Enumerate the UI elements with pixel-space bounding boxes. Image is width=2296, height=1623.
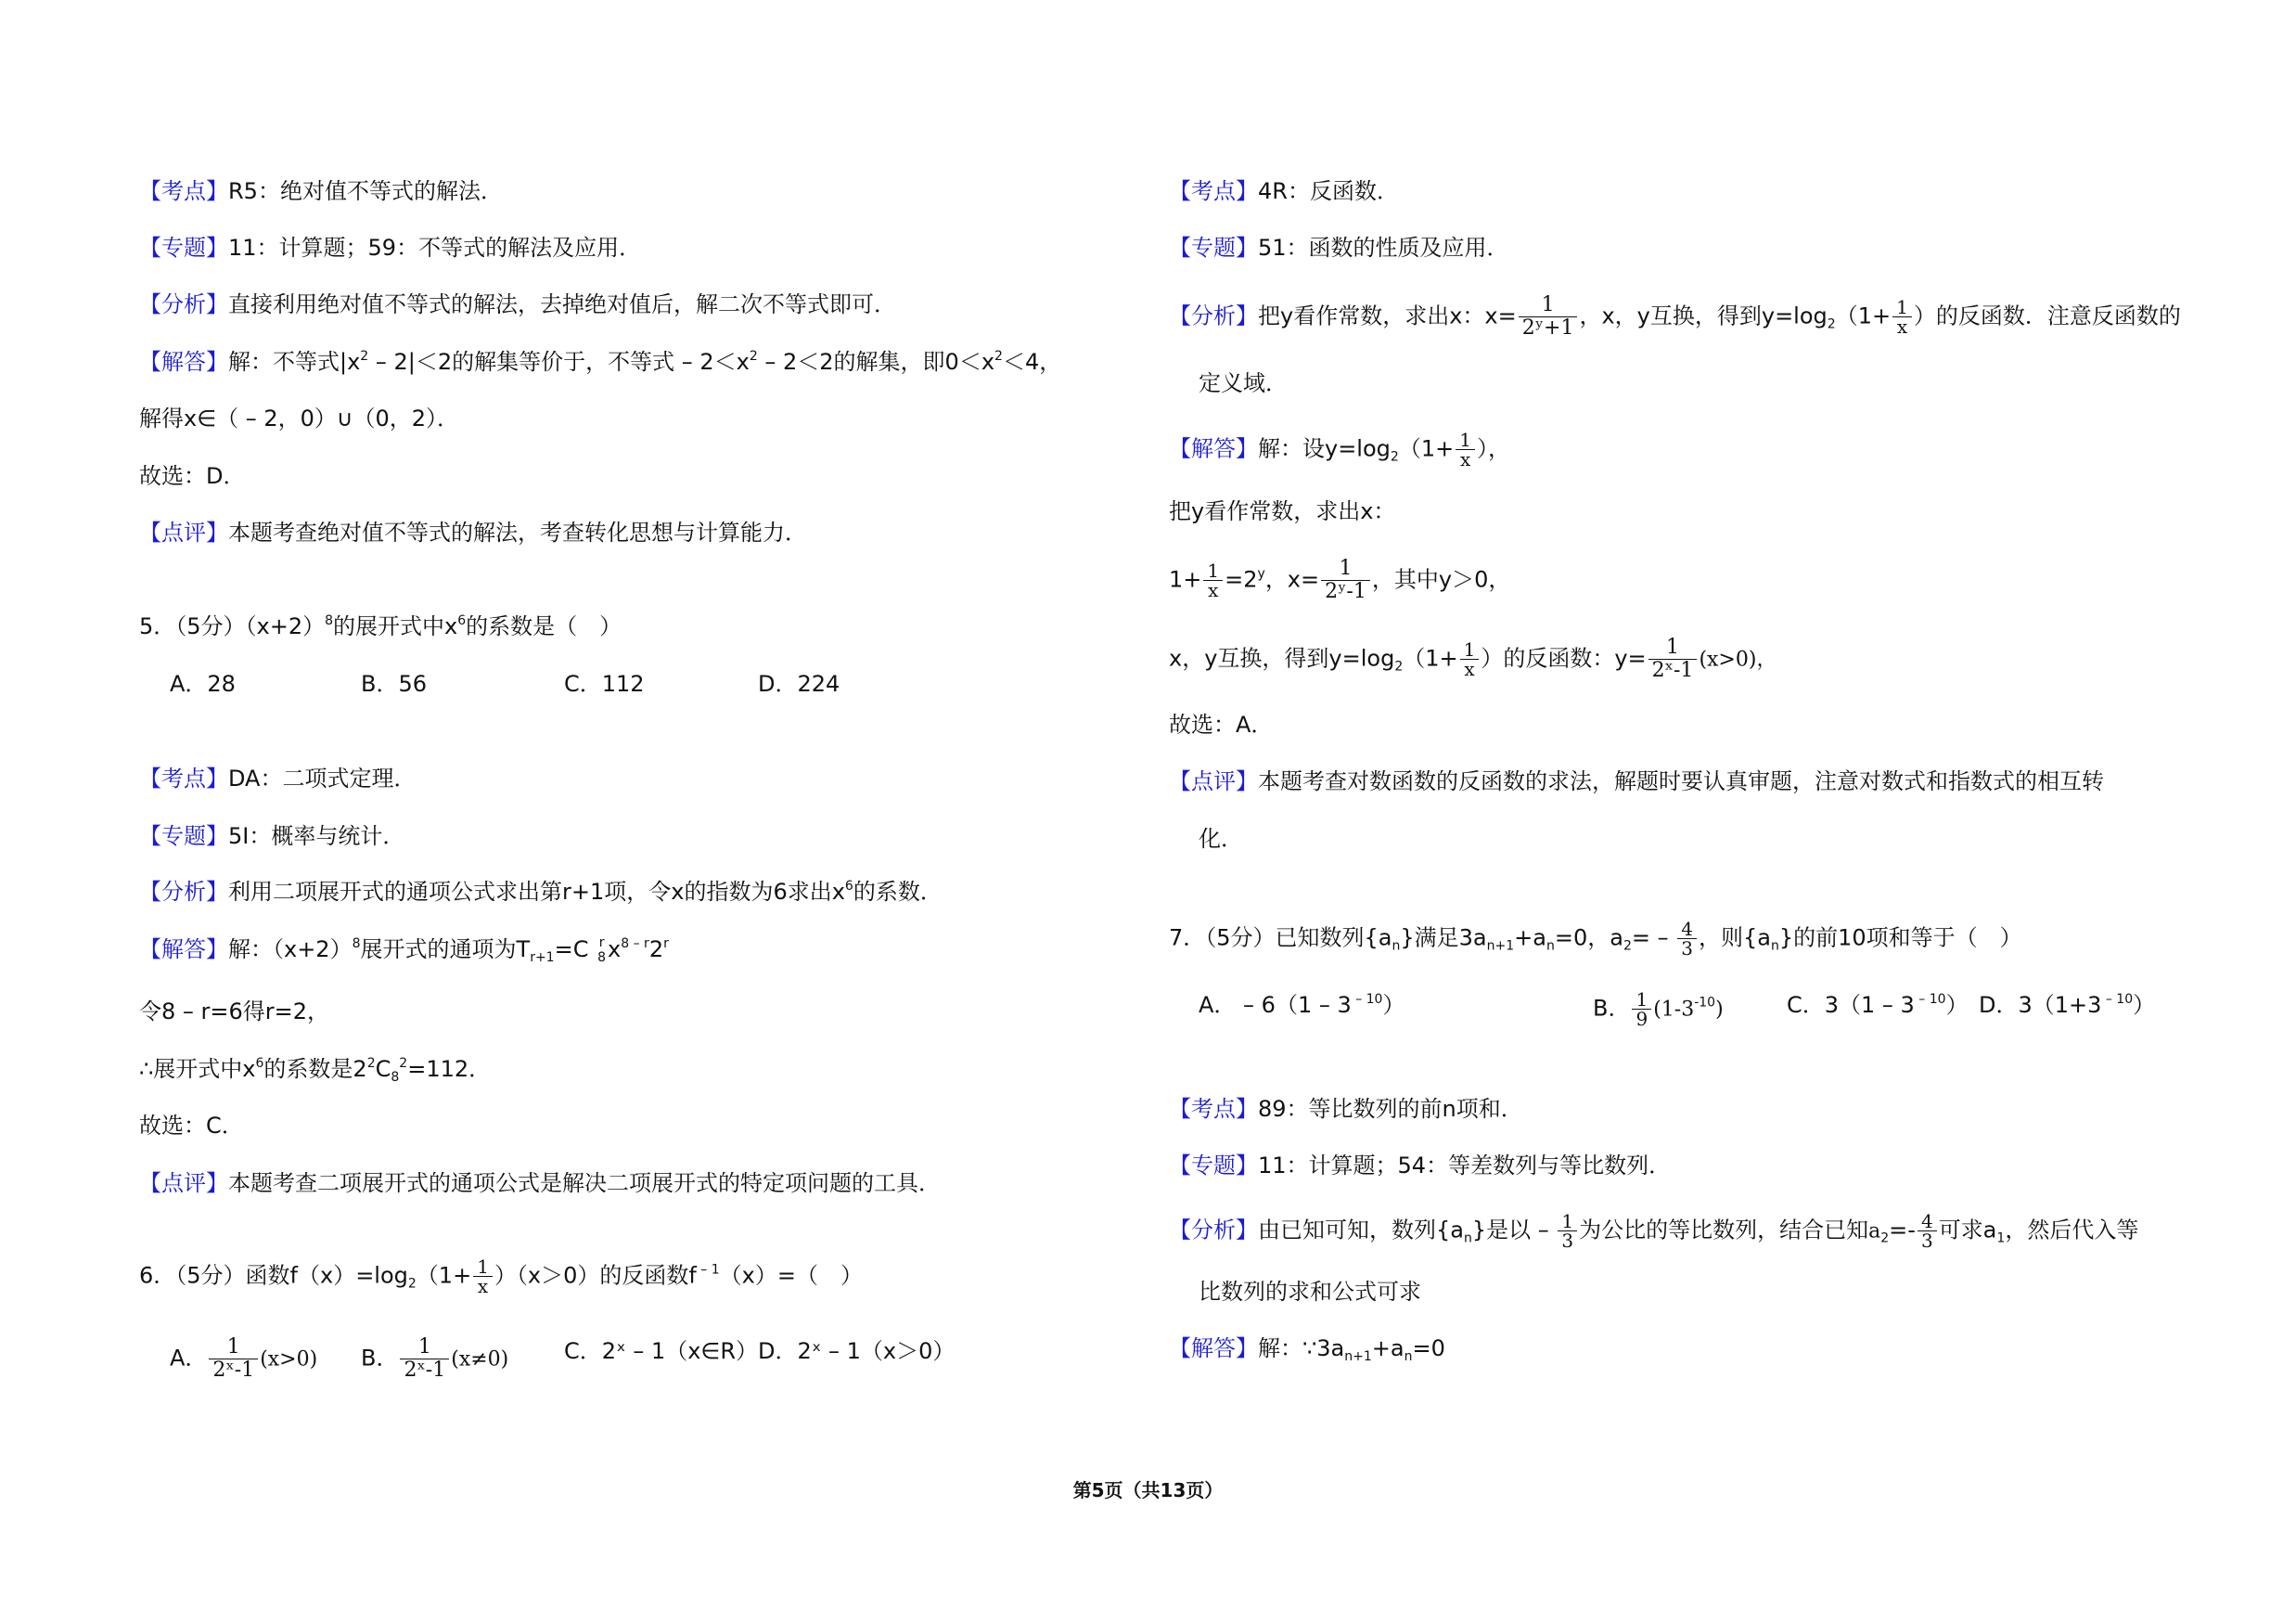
q7-sub: n <box>1546 938 1555 954</box>
q6-kaodian-text: 4R：反函数． <box>1258 178 1399 204</box>
label-dianping: 【点评】 <box>139 520 228 546</box>
q4-jieda-c: – 2＜2的解集，即0＜x <box>757 349 995 375</box>
q5-exp: 8 <box>352 936 361 951</box>
q6-fenxi-a: 把y看作常数，求出x：x= <box>1258 303 1517 329</box>
option-tail: ） <box>2133 992 2156 1018</box>
q7-jieda-b: +a <box>1371 1335 1405 1361</box>
q6-sub: 2 <box>1390 449 1399 465</box>
q7-fenxi-a: 由已知可知，数列{a <box>1258 1217 1464 1243</box>
option-label: A． <box>1199 992 1237 1018</box>
option-label: A． <box>170 1345 208 1372</box>
q7-fenxi-line2: 比数列的求和公式可求 <box>1199 1279 1421 1305</box>
option-tail: ) <box>1715 998 1724 1022</box>
frac-den: x <box>1208 579 1219 601</box>
q6-jieda-a: 解：设y=log <box>1258 435 1391 462</box>
q6-jieda-fraction <box>1456 431 1475 469</box>
frac-num: 1 <box>1519 294 1578 317</box>
frac-num: 1 <box>1321 558 1370 581</box>
label-zhuanti: 【专题】 <box>139 235 228 261</box>
frac-num: 1 <box>1892 298 1912 317</box>
label-kaodian: 【考点】 <box>139 766 228 792</box>
q5-kaodian <box>139 764 416 793</box>
q7-jieda <box>1169 1333 1445 1363</box>
q7-jieda-a: 解：∵3a <box>1258 1335 1345 1361</box>
q7-option-b-fraction <box>1632 990 1651 1028</box>
q6-step2-fraction2 <box>1321 558 1370 603</box>
q5-exp: 8 – r <box>621 936 649 951</box>
q6-step3-b: （1+ <box>1403 645 1458 672</box>
option-tail: ） <box>1945 992 1969 1018</box>
q7-sub: 2 <box>1623 938 1632 954</box>
label-zhuanti: 【专题】 <box>1169 1153 1258 1179</box>
q7-fenxi-c: 为公比的等比数列，结合已知 <box>1579 1217 1869 1243</box>
q5-jieda <box>139 934 669 965</box>
q7-fenxi-b: }是以 – <box>1471 1217 1557 1243</box>
option-label: C． <box>564 1338 602 1364</box>
option-label: D． <box>758 1338 798 1364</box>
q5-exp: r <box>663 936 669 951</box>
option-text: 2ˣ – 1（x∈R） <box>601 1338 758 1364</box>
q4-fenxi-text: 直接利用绝对值不等式的解法，去掉绝对值后，解二次不等式即可． <box>228 291 896 317</box>
q5-comb-indices <box>597 935 606 965</box>
q6-option-c[interactable] <box>564 1336 758 1366</box>
q6-jieda <box>1169 431 1510 469</box>
q7-zhuanti-text: 11：计算题；54：等差数列与等比数列． <box>1258 1153 1672 1179</box>
label-zhuanti: 【专题】 <box>139 823 228 849</box>
q6-option-a-fraction <box>209 1336 258 1382</box>
q4-jieda-b: – 2|＜2的解集等价于，不等式 – 2＜x <box>368 349 750 375</box>
q4-answer: 故选：D． <box>139 463 246 489</box>
q5-comb-r: r <box>598 935 605 950</box>
label-fenxi: 【分析】 <box>139 879 228 905</box>
q6-step2-b: =2 <box>1225 566 1258 593</box>
frac-num: 4 <box>1918 1212 1937 1231</box>
label-jieda: 【解答】 <box>1169 1335 1258 1361</box>
q6-option-d[interactable] <box>758 1336 955 1366</box>
q6-stem-c: ）（x＞0）的反函数f <box>494 1262 697 1289</box>
q6-step2-fraction <box>1203 561 1223 599</box>
q4-exp: 2 <box>360 349 369 364</box>
frac-den: x <box>1459 448 1471 470</box>
frac-den: 2ʸ-1 <box>1325 580 1366 603</box>
q5-fenxi <box>139 877 943 907</box>
q5-exp: 2 <box>399 1056 408 1071</box>
q5-comb-8: 8 <box>597 950 607 965</box>
frac-den: x <box>477 1275 489 1297</box>
q6-step1: 把y看作常数，求出x： <box>1169 498 1396 524</box>
q6-stem-fraction <box>473 1257 493 1295</box>
q6-step2-c: ，x= <box>1264 566 1320 593</box>
q5-step2-a: ∴展开式中x <box>139 1056 256 1082</box>
q4-fenxi <box>139 290 896 319</box>
frac-num: 1 <box>1460 640 1480 660</box>
q5-exp: 6 <box>844 879 853 894</box>
label-fenxi: 【分析】 <box>1169 1217 1258 1243</box>
q6-zhuanti-text: 51：函数的性质及应用． <box>1258 235 1509 261</box>
q4-zhuanti-text: 11：计算题；59：不等式的解法及应用． <box>228 235 642 261</box>
q6-fenxi-fraction <box>1519 294 1578 340</box>
q7-stem <box>1169 920 2022 958</box>
q4-dianping-text: 本题考查绝对值不等式的解法，考查转化思想与计算能力． <box>228 520 807 546</box>
q4-jieda-d: ＜4， <box>1002 349 1062 375</box>
q5-option-b[interactable]: B．56 <box>361 671 428 697</box>
q7-jieda-c: =0 <box>1412 1335 1445 1361</box>
q6-step3-fraction2 <box>1648 637 1698 682</box>
q6-step3-fraction <box>1460 640 1480 678</box>
q7-stem-a: 7．（5分）已知数列{a <box>1169 924 1392 951</box>
q6-kaodian <box>1169 176 1399 206</box>
frac-num: 1 <box>400 1336 449 1359</box>
option-exp: – 10 <box>2101 992 2134 1007</box>
option-label: D． <box>1979 992 2019 1018</box>
q6-fenxi-d: ）的反函数．注意反函数的 <box>1913 303 2181 329</box>
q7-stem-g: }的前10项和等于（ ） <box>1778 924 2022 951</box>
q7-sub: 2 <box>1880 1230 1890 1246</box>
option-cond: (x>0) <box>260 1347 318 1372</box>
frac-num: 4 <box>1677 920 1697 939</box>
q6-stem-d: （x）=（ ） <box>719 1262 863 1289</box>
label-fenxi: 【分析】 <box>1169 303 1258 329</box>
q7-stem-b: }满足3a <box>1400 924 1487 951</box>
q7-zhuanti <box>1169 1151 1671 1180</box>
q6-option-b-fraction <box>400 1336 449 1382</box>
q5-kaodian-text: DA：二项式定理． <box>228 766 417 792</box>
q5-sub: r+1 <box>530 950 555 965</box>
q6-step3-c: ）的反函数：y= <box>1481 645 1647 672</box>
frac-den: 9 <box>1635 1008 1648 1030</box>
frac-den: 2ˣ-1 <box>404 1359 446 1382</box>
q4-zhuanti <box>139 233 641 263</box>
frac-num: 1 <box>473 1257 493 1277</box>
frac-den: x <box>1896 316 1908 338</box>
q5-option-d[interactable]: D．224 <box>758 671 840 697</box>
q4-exp: 2 <box>749 349 758 364</box>
q4-kaodian-text: R5：绝对值不等式的解法． <box>228 178 503 204</box>
q7-sub: 1 <box>1996 1230 2006 1246</box>
q6-answer: 故选：A． <box>1169 712 1274 738</box>
frac-den: 2ʸ+1 <box>1521 316 1574 340</box>
option-exp: – 10 <box>1914 992 1946 1007</box>
frac-den: 2ˣ-1 <box>212 1359 255 1382</box>
q5-exp: 6 <box>457 613 467 628</box>
q6-fenxi-line2: 定义域． <box>1199 370 1288 396</box>
q7-option-c[interactable] <box>1787 990 1969 1020</box>
q6-stem <box>139 1257 863 1295</box>
q7-fenxi-f: 可求a <box>1938 1217 1997 1243</box>
q6-step2 <box>1169 558 1510 603</box>
label-zhuanti: 【专题】 <box>1169 235 1258 261</box>
q6-step2-a: 1+ <box>1169 566 1202 593</box>
q5-step2-d: =112． <box>407 1056 492 1082</box>
label-kaodian: 【考点】 <box>139 178 228 204</box>
q7-fenxi-fraction2 <box>1918 1212 1937 1250</box>
q5-jieda-c: =C <box>554 936 589 962</box>
label-kaodian: 【考点】 <box>1169 1096 1258 1122</box>
q5-dianping <box>139 1168 941 1198</box>
q7-kaodian-text: 89：等比数列的前n项和． <box>1258 1096 1523 1122</box>
q5-zhuanti <box>139 821 404 851</box>
q7-fenxi-d: a <box>1868 1219 1881 1243</box>
q6-stem-a: 6．（5分）函数f（x）=log <box>139 1262 408 1289</box>
q7-fenxi <box>1169 1212 2138 1250</box>
frac-den: x <box>1464 658 1475 680</box>
q7-sub: n+1 <box>1486 938 1515 954</box>
q7-option-d[interactable] <box>1979 990 2155 1020</box>
q5-zhuanti-text: 5I：概率与统计． <box>228 823 405 849</box>
q5-jieda-e: 2 <box>648 936 664 962</box>
q7-sub: n+1 <box>1344 1349 1372 1364</box>
frac-num: 1 <box>1632 990 1651 1010</box>
q6-jieda-c: ）， <box>1476 435 1510 462</box>
q6-dianping-line2: 化． <box>1199 826 1243 852</box>
q5-step2 <box>139 1054 491 1084</box>
q7-stem-e: = – <box>1631 924 1676 951</box>
q7-sub: n <box>1392 938 1401 954</box>
label-jieda: 【解答】 <box>1169 435 1258 462</box>
label-jieda: 【解答】 <box>139 936 228 962</box>
q6-step3 <box>1169 637 1777 682</box>
option-cond: (x≠0) <box>451 1347 509 1372</box>
q4-dianping <box>139 518 807 547</box>
q6-fenxi-c: （1+ <box>1835 303 1892 329</box>
q5-stem-b: 的展开式中x <box>333 613 458 639</box>
option-label: C． <box>1787 992 1825 1018</box>
q6-zhuanti <box>1169 233 1509 263</box>
q7-stem-f: ，则{a <box>1698 924 1771 951</box>
q5-exp: 2 <box>366 1056 376 1071</box>
q5-stem <box>139 612 622 641</box>
frac-num: 1 <box>1558 1212 1577 1231</box>
q5-answer: 故选：C． <box>139 1113 244 1139</box>
q6-sub: 2 <box>1394 659 1404 675</box>
q7-fenxi-g: ，然后代入等 <box>2005 1217 2139 1243</box>
q6-sub: 2 <box>1827 316 1836 332</box>
q7-stem-fraction <box>1677 920 1697 958</box>
q6-dianping-text: 本题考查对数函数的反函数的求法，解题时要认真审题，注意对数式和指数式的相互转 <box>1258 768 2104 794</box>
q5-step2-c: C <box>375 1056 391 1082</box>
q5-step1: 令8 – r=6得r=2， <box>139 998 330 1024</box>
q5-exp: 6 <box>255 1056 264 1071</box>
q6-exp: y <box>1257 566 1265 582</box>
q4-jieda-a: 解：不等式|x <box>228 349 361 375</box>
option-text: 3（1+3 <box>2018 992 2102 1018</box>
frac-den: 3 <box>1681 937 1693 960</box>
q6-exp: – 1 <box>696 1262 720 1278</box>
q5-jieda-a: 解：（x+2） <box>228 936 353 962</box>
q6-step3-d: (x>0)， <box>1699 648 1777 672</box>
q7-sub: n <box>1404 1349 1413 1364</box>
label-dianping: 【点评】 <box>139 1170 228 1196</box>
q5-sub: 8 <box>391 1070 400 1085</box>
q4-line2: 解得x∈（ – 2，0）∪（0，2）． <box>139 406 460 432</box>
q5-jieda-b: 展开式的通项为T <box>360 936 531 962</box>
q4-jieda <box>139 347 1061 377</box>
q6-fenxi-b: ，x，y互换，得到y=log <box>1579 303 1828 329</box>
frac-den: 3 <box>1561 1230 1574 1252</box>
q6-stem-b: （1+ <box>416 1262 472 1289</box>
q5-jieda-d: x <box>608 936 622 962</box>
option-text: 3（1 – 3 <box>1824 992 1915 1018</box>
option-text: (1-3 <box>1653 998 1695 1022</box>
option-label: B． <box>1593 995 1631 1022</box>
q7-stem-d: =0，a <box>1554 924 1623 951</box>
frac-num: 1 <box>1456 431 1475 450</box>
q5-exp: 8 <box>325 613 334 628</box>
frac-den: 2ˣ-1 <box>1651 659 1694 682</box>
q7-fenxi-fraction1 <box>1558 1212 1577 1250</box>
q6-fenxi <box>1169 294 2181 340</box>
q5-dianping-text: 本题考查二项展开式的通项公式是解决二项展开式的特定项问题的工具． <box>228 1170 941 1196</box>
q6-sub: 2 <box>407 1276 417 1292</box>
q5-stem-c: 的系数是（ ） <box>466 613 622 639</box>
q7-kaodian <box>1169 1094 1523 1124</box>
q7-sub: n <box>1770 938 1779 954</box>
q6-option-a[interactable] <box>170 1336 317 1382</box>
option-text: – 6（1 – 3 <box>1236 992 1352 1018</box>
label-kaodian: 【考点】 <box>1169 178 1258 204</box>
option-text: 2ˣ – 1（x＞0） <box>797 1338 956 1364</box>
q6-step3-a: x，y互换，得到y=log <box>1169 645 1395 672</box>
q5-option-c[interactable]: C．112 <box>564 671 645 697</box>
q5-fenxi-a: 利用二项展开式的通项公式求出第r+1项，令x的指数为6求出x <box>228 879 845 905</box>
label-fenxi: 【分析】 <box>139 291 228 317</box>
q6-step2-d: ，其中y＞0， <box>1371 566 1511 593</box>
q7-stem-c: +a <box>1514 924 1546 951</box>
q5-step2-b: 的系数是2 <box>263 1056 367 1082</box>
q7-sub: n <box>1463 1230 1472 1246</box>
q5-fenxi-b: 的系数． <box>853 879 943 905</box>
label-dianping: 【点评】 <box>1169 768 1258 794</box>
frac-num: 1 <box>1648 637 1698 660</box>
page-number: 第5页（共13页） <box>1072 1479 1224 1501</box>
q5-stem-a: 5．（5分）（x+2） <box>139 613 326 639</box>
frac-den: 3 <box>1920 1230 1933 1252</box>
option-label: B． <box>361 1345 399 1372</box>
option-exp: -10 <box>1694 995 1716 1011</box>
label-jieda: 【解答】 <box>139 349 228 375</box>
q6-jieda-b: （1+ <box>1398 435 1455 462</box>
q7-option-a[interactable] <box>1199 990 1405 1020</box>
q4-kaodian <box>139 176 503 206</box>
option-exp: – 10 <box>1351 992 1383 1007</box>
frac-num: 1 <box>209 1336 258 1359</box>
q6-fenxi-fraction2 <box>1892 298 1912 336</box>
q4-exp: 2 <box>994 349 1003 364</box>
q6-dianping <box>1169 766 2104 796</box>
q6-option-b[interactable] <box>361 1336 508 1382</box>
option-tail: ） <box>1382 992 1405 1018</box>
q7-option-b[interactable] <box>1593 990 1724 1028</box>
frac-num: 1 <box>1203 561 1223 581</box>
q5-option-a[interactable]: A．28 <box>170 671 236 697</box>
q7-fenxi-e: =- <box>1889 1217 1916 1243</box>
